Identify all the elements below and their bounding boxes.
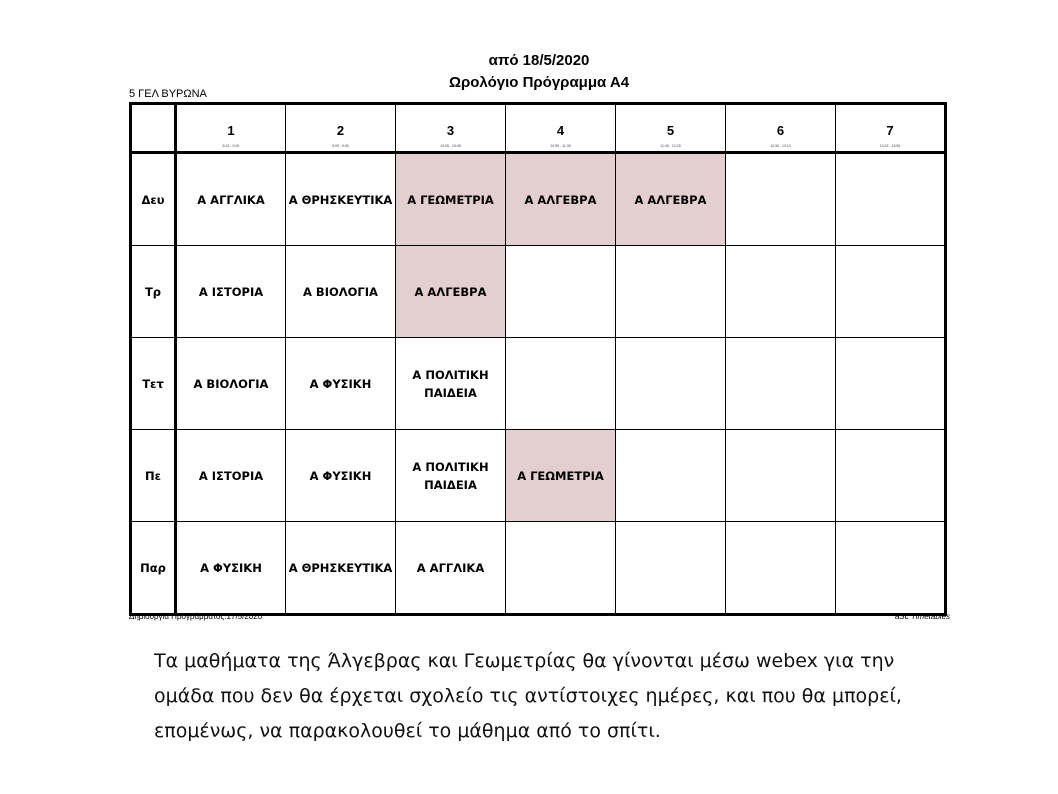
lesson-cell: Α ΑΛΓΕΒΡΑ [396,246,506,338]
day-row [131,153,946,246]
period-number: 7 [886,122,894,138]
period-header-6 [726,104,836,153]
day-label: Τετ [131,338,176,430]
lesson-cell [506,338,616,430]
period-header-2 [286,104,396,153]
corner-cell [131,104,176,153]
period-header-3 [396,104,506,153]
lesson-cell [836,338,946,430]
lesson-cell: Α ΦΥΣΙΚΗ [286,430,396,522]
day-row [131,246,946,338]
day-row [131,430,946,522]
lesson-cell [836,522,946,615]
timetable-grid [129,102,947,616]
period-header-row [131,104,946,153]
lesson-cell: Α ΑΓΓΛΙΚΑ [396,522,506,615]
lesson-cell: Α ΑΛΓΕΒΡΑ [616,153,726,246]
period-number: 4 [556,122,565,138]
period-time: 8:15 - 9:00 [222,144,240,148]
lesson-cell [616,430,726,522]
period-number: 3 [446,122,455,138]
lesson-cell [726,338,836,430]
period-header-7 [836,104,946,153]
lesson-cell: Α ΑΓΓΛΙΚΑ [176,153,286,246]
lesson-cell [836,246,946,338]
lesson-cell: Α ΦΥΣΙΚΗ [176,522,286,615]
period-number: 1 [227,122,235,138]
day-label: Πε [131,430,176,522]
day-row [131,338,946,430]
lesson-cell: Α ΘΡΗΣΚΕΥΤΙΚΑ [286,522,396,615]
period-number: 6 [776,122,785,138]
lesson-cell [836,153,946,246]
lesson-cell [726,522,836,615]
lesson-cell: Α ΒΙΟΛΟΓΙΑ [286,246,396,338]
period-header-4 [506,104,616,153]
period-header-5 [616,104,726,153]
period-time: 10:55 - 11:35 [550,144,571,148]
lesson-cell: Α ΠΟΛΙΤΙΚΗ ΠΑΙΔΕΙΑ [396,430,506,522]
period-time: 9:05 - 9:50 [332,144,349,148]
period-time: 12:30 - 13:10 [770,144,791,148]
created-date: Δημιουργία Προγράμματος:17/5/2020 [129,612,263,621]
lesson-cell: Α ΠΟΛΙΤΙΚΗ ΠΑΙΔΕΙΑ [396,338,506,430]
lesson-cell [836,430,946,522]
lesson-cell: Α ΦΥΣΙΚΗ [286,338,396,430]
period-time: 10:05 - 10:45 [440,144,461,148]
lesson-cell: Α ΒΙΟΛΟΓΙΑ [176,338,286,430]
lesson-cell [726,246,836,338]
lesson-cell [616,522,726,615]
lesson-cell [616,246,726,338]
lesson-cell [506,246,616,338]
timetable-title: Ωρολόγιο Πρόγραμμα Α4 [448,74,630,91]
lesson-cell [616,338,726,430]
period-number: 5 [666,122,675,138]
period-time: 11:45 - 12:25 [660,144,681,148]
lesson-cell: Α ΙΣΤΟΡΙΑ [176,430,286,522]
lesson-cell [506,522,616,615]
day-row [131,522,946,615]
day-label: Τρ [131,246,176,338]
period-header-1 [176,104,286,153]
day-label: Παρ [131,522,176,615]
school-name: 5 ΓΕΛ ΒΥΡΩΝΑ [129,88,207,100]
lesson-cell [726,153,836,246]
lesson-cell: Α ΑΛΓΕΒΡΑ [506,153,616,246]
note-paragraph: Τα μαθήματα της Άλγεβρας και Γεωμετρίας θα γίνονται μέσω webex για την ομάδα που δεν θα έρχεται σχολείο τις αντίστοιχες ημέρες, και που θα μπορεί, επομένως, να παρακολουθεί το μάθημα από το σπίτι. [154,650,902,742]
software-credit: aSc Timetables [894,612,950,621]
date-line: από 18/5/2020 [488,52,590,69]
day-label: Δευ [131,153,176,246]
lesson-cell [726,430,836,522]
lesson-cell: Α ΙΣΤΟΡΙΑ [176,246,286,338]
period-number: 2 [336,122,345,138]
lesson-cell: Α ΘΡΗΣΚΕΥΤΙΚΑ [286,153,396,246]
lesson-cell: Α ΓΕΩΜΕΤΡΙΑ [396,153,506,246]
lesson-cell: Α ΓΕΩΜΕΤΡΙΑ [506,430,616,522]
period-time: 13:15 - 13:55 [879,144,901,148]
